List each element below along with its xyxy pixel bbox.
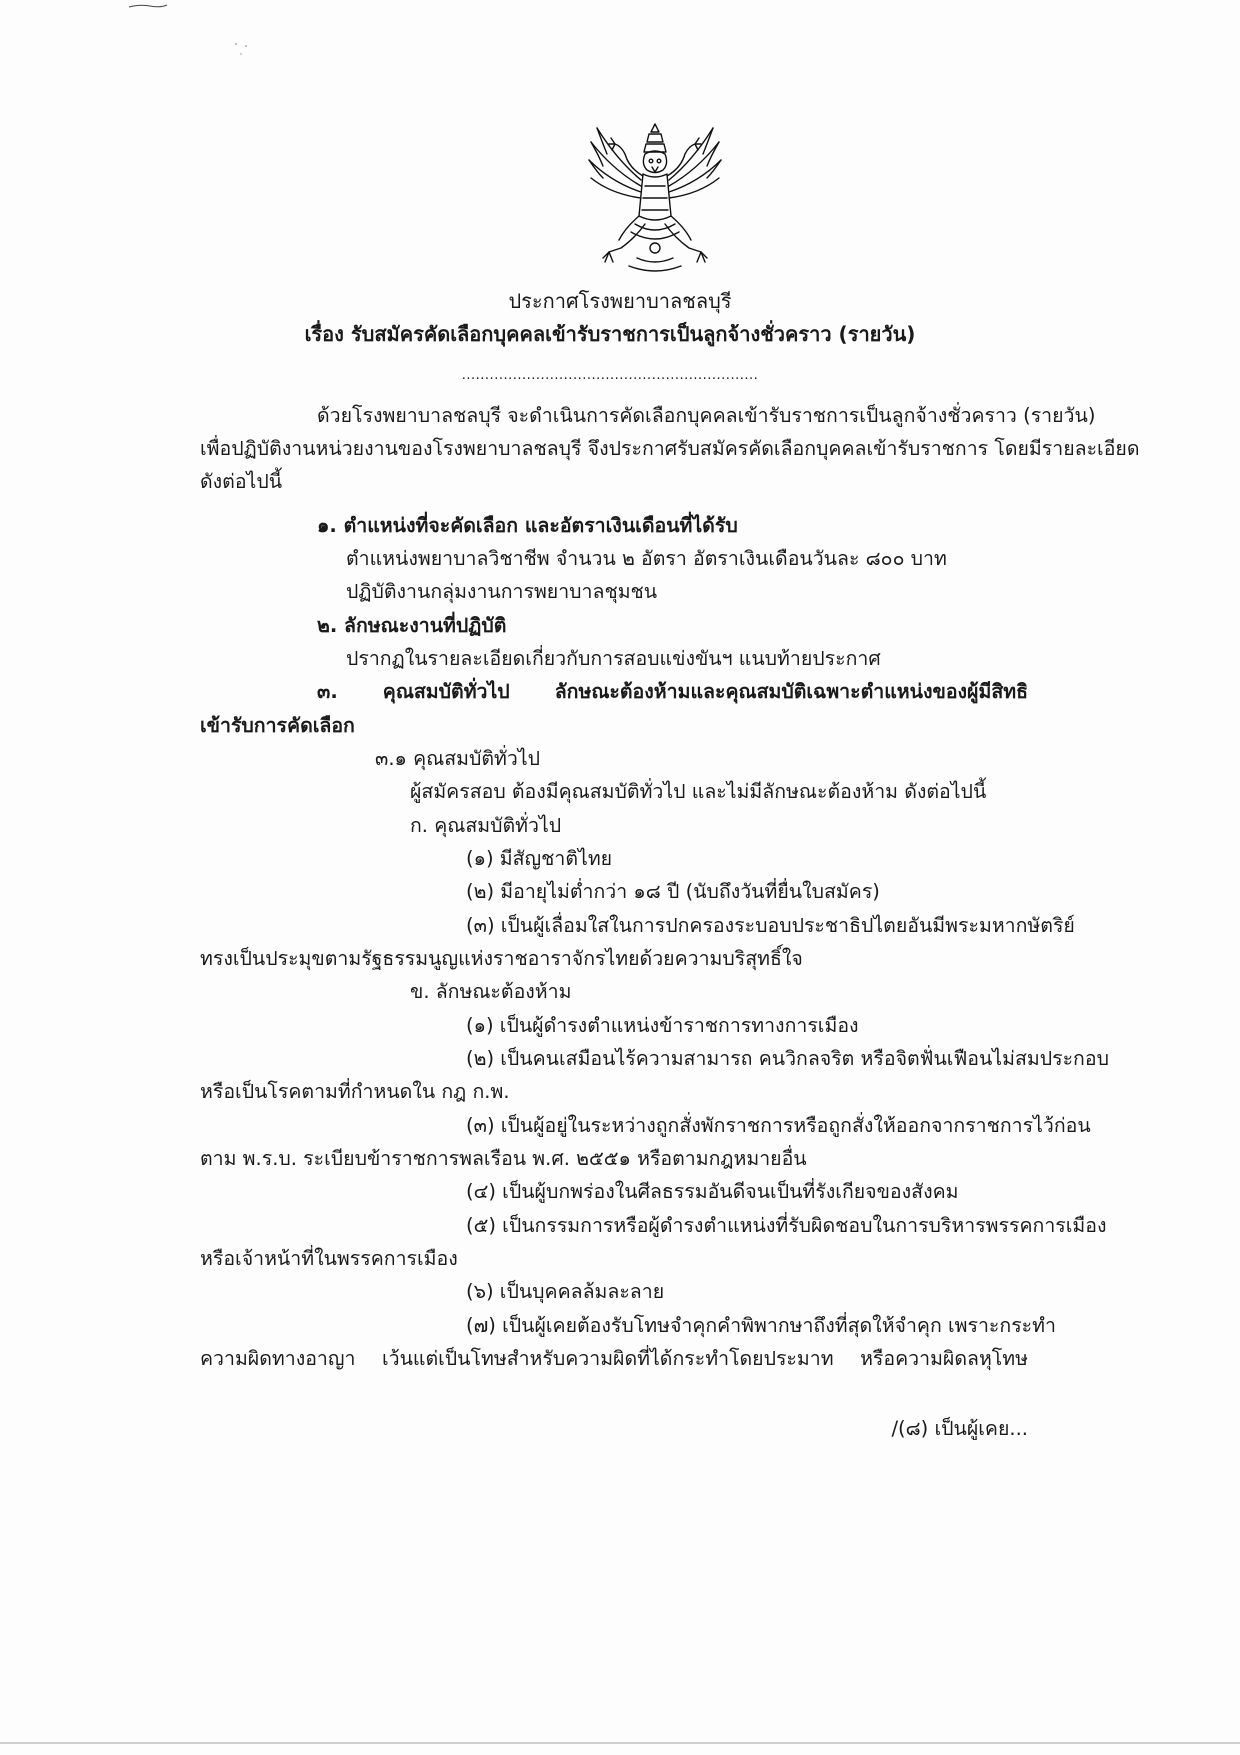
prohibition-item-7-line-2: ความผิดทางอาญา เว้นแต่เป็นโทษสำหรับความผิดที่ได้กระทำโดยประมาท หรือความผิดลหุโทษ: [200, 1347, 1028, 1370]
qualification-item-2: (๒) มีอายุไม่ต่ำกว่า ๑๘ ปี (นับถึงวันที่ยื่นใบสมัคร): [466, 880, 880, 903]
prohibition-item-4: (๔) เป็นผู้บกพร่องในศีลธรรมอันดีจนเป็นที่รังเกียจของสังคม: [466, 1180, 959, 1203]
section3-heading-line-2: เข้ารับการคัดเลือก: [200, 714, 355, 737]
scan-artifact-dots: [232, 40, 262, 60]
prohibition-item-7-line-1: (๗) เป็นผู้เคยต้องรับโทษจำคุกคำพิพากษาถึงที่สุดให้จำคุก เพราะกระทำ: [466, 1314, 1056, 1337]
prohibited-characteristics-heading: ข. ลักษณะต้องห้าม: [410, 980, 572, 1003]
intro-line-3: ดังต่อไปนี้: [200, 470, 283, 493]
document-title: ประกาศโรงพยาบาลชลบุรี: [508, 289, 732, 313]
intro-line-2: เพื่อปฏิบัติงานหน่วยงานของโรงพยาบาลชลบุรี จึงประกาศรับสมัครคัดเลือกบุคคลเข้ารับราชการ โดยมีรายละเอียด: [200, 437, 1140, 460]
scan-artifact-mark: [128, 2, 168, 10]
document-subject: เรื่อง รับสมัครคัดเลือกบุคคลเข้ารับราชการเป็นลูกจ้างชั่วคราว (รายวัน): [304, 322, 916, 346]
qualification-item-3-line-1: (๓) เป็นผู้เลื่อมใสในการปกครองระบอบประชาธิปไตยอันมีพระมหากษัตริย์: [466, 914, 1075, 937]
garuda-emblem-icon: [585, 120, 725, 278]
subsection-3-1-heading: ๓.๑ คุณสมบัติทั่วไป: [375, 747, 541, 770]
prohibition-item-5-line-1: (๕) เป็นกรรมการหรือผู้ดำรงตำแหน่งที่รับผิดชอบในการบริหารพรรคการเมือง: [466, 1214, 1107, 1237]
prohibition-item-5-line-2: หรือเจ้าหน้าที่ในพรรคการเมือง: [200, 1247, 458, 1270]
section1-heading: ๑. ตำแหน่งที่จะคัดเลือก และอัตราเงินเดือนที่ได้รับ: [317, 514, 738, 537]
subsection-3-1-text: ผู้สมัครสอบ ต้องมีคุณสมบัติทั่วไป และไม่มีลักษณะต้องห้าม ดังต่อไปนี้: [410, 780, 987, 803]
qualification-item-1: (๑) มีสัญชาติไทย: [466, 847, 613, 870]
section1-unit: ปฏิบัติงานกลุ่มงานการพยาบาลชุมชน: [346, 580, 658, 603]
qualification-item-3-line-2: ทรงเป็นประมุขตามรัฐธรรมนูญแห่งราชอาราจักรไทยด้วยความบริสุทธิ์ใจ: [200, 947, 803, 970]
prohibition-item-1: (๑) เป็นผู้ดำรงตำแหน่งข้าราชการทางการเมือง: [466, 1014, 859, 1037]
prohibition-item-3-line-1: (๓) เป็นผู้อยู่ในระหว่างถูกสั่งพักราชการหรือถูกสั่งให้ออกจากราชการไว้ก่อน: [466, 1114, 1091, 1137]
page-continuation-marker: /(๘) เป็นผู้เคย...: [891, 1417, 1028, 1440]
scan-bottom-edge: [0, 1742, 1240, 1744]
section2-description: ปรากฏในรายละเอียดเกี่ยวกับการสอบแข่งขันฯ แนบท้ายประกาศ: [346, 647, 881, 670]
prohibition-item-3-line-2: ตาม พ.ร.บ. ระเบียบข้าราชการพลเรือน พ.ศ. ๒๕๕๑ หรือตามกฎหมายอื่น: [200, 1147, 807, 1170]
header-divider: ................................................................: [461, 368, 759, 383]
prohibition-item-2-line-2: หรือเป็นโรคตามที่กำหนดใน กฎ ก.พ.: [200, 1080, 510, 1103]
prohibition-item-2-line-1: (๒) เป็นคนเสมือนไร้ความสามารถ คนวิกลจริต หรือจิตฟั่นเฟือนไม่สมประกอบ: [466, 1047, 1109, 1070]
section3-heading-line-1: ๓. คุณสมบัติทั่วไป ลักษณะต้องห้ามและคุณสมบัติเฉพาะตำแหน่งของผู้มีสิทธิ: [317, 680, 1028, 703]
prohibition-item-6: (๖) เป็นบุคคลล้มละลาย: [466, 1280, 665, 1303]
general-qualifications-heading: ก. คุณสมบัติทั่วไป: [410, 814, 562, 837]
intro-line-1: ด้วยโรงพยาบาลชลบุรี จะดำเนินการคัดเลือกบุคคลเข้ารับราชการเป็นลูกจ้างชั่วคราว (รายวัน): [317, 404, 1096, 427]
section1-position: ตำแหน่งพยาบาลวิชาชีพ จำนวน ๒ อัตรา อัตราเงินเดือนวันละ ๘๐๐ บาท: [346, 547, 947, 570]
section2-heading: ๒. ลักษณะงานที่ปฏิบัติ: [317, 614, 507, 637]
